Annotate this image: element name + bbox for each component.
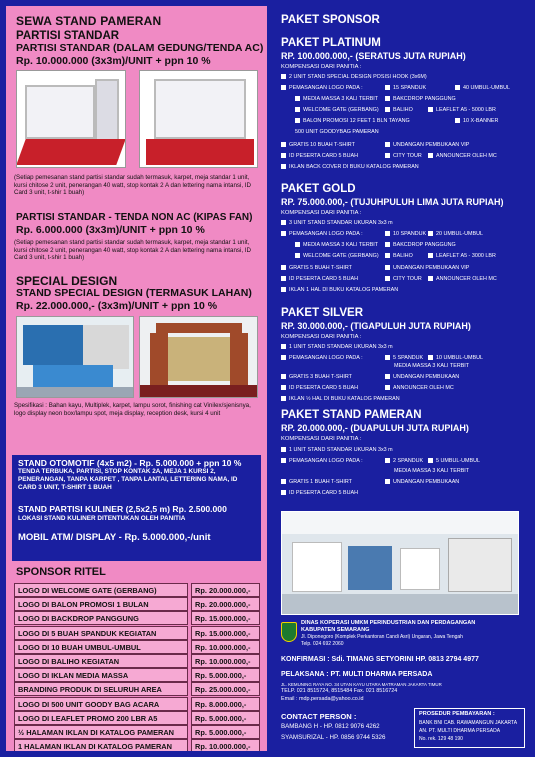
package-item <box>385 153 422 160</box>
checkbox-square-icon <box>281 490 286 495</box>
package-item-label: ANNOUNCER OLEH MC <box>436 276 497 282</box>
package-item <box>455 118 498 125</box>
silver-price: RP. 30.000.000,- (TIGAPULUH JUTA RUPIAH) <box>281 321 471 331</box>
ritel-item-price: Rp. 10.000.000,- <box>191 654 260 668</box>
package-item-label: 2 SPANDUK <box>393 458 424 464</box>
ritel-row <box>14 697 260 712</box>
checkbox-square-icon <box>281 220 286 225</box>
special-note: Spesifikasi : Bahan kayu, Multiplek, karpet, lampu sorot, finishing cat Vinilex/sjenisnya, logo display neon box/lampu spot, meja display, reception desk, kursi 4 unit <box>14 402 251 417</box>
nonac-note: (Setiap pemesanan stand partisi standar sudah termasuk, karpet, meja standar 1 unit, kursi chitose 2 unit, penerangan 40 watt, stop kontak 2 A dan lettering nama intansi, ID Card 3 unit, t-shir 1 buah) <box>14 239 251 261</box>
checkbox-square-icon <box>385 276 390 281</box>
special-photo-1 <box>16 316 134 398</box>
kuliner-line2: LOKASI STAND KULINER DITENTUKAN OLEH PANITIA <box>18 515 186 522</box>
package-item <box>281 396 400 403</box>
package-item-label: ANNOUNCER OLEH MC <box>436 153 497 159</box>
package-item-label: 40 UMBUL-UMBUL <box>463 85 511 91</box>
partisi-price: Rp. 10.000.000 (3x3m)/UNIT + ppn 10 % <box>16 55 211 67</box>
package-item-label: CITY TOUR <box>393 153 422 159</box>
checkbox-square-icon <box>281 142 286 147</box>
package-item-label: 20 UMBUL-UMBUL <box>436 231 484 237</box>
package-item-label: LEAFLET A5 - 5000 LBR <box>436 107 496 113</box>
ritel-item-price: Rp. 10.000.000,- <box>191 640 260 654</box>
ritel-item-name: LOGO DI WELCOME GATE (GERBANG) <box>14 583 188 597</box>
package-item-label: IKLAN BACK COVER DI BUKU KATALOG PAMERAN <box>289 164 419 170</box>
package-item <box>295 107 379 114</box>
package-item <box>385 96 456 103</box>
package-item <box>455 85 510 92</box>
dinas-line2: KABUPATEN SEMARANG <box>301 627 370 633</box>
special-price: Rp. 22.000.000,- (3x3m)/UNIT + ppn 10 % <box>16 300 218 312</box>
checkbox-square-icon <box>385 142 390 147</box>
silver-kompensasi: KOMPENSASI DARI PANITIA : <box>281 334 362 340</box>
checkbox-square-icon <box>281 164 286 169</box>
package-item-label: IKLAN ½ HAL DI BUKU KATALOG PAMERAN <box>289 396 400 402</box>
checkbox-square-icon <box>281 265 286 270</box>
checkbox-square-icon <box>295 242 300 247</box>
checkbox-square-icon <box>281 85 286 90</box>
checkbox-square-icon <box>281 374 286 379</box>
package-item <box>428 253 496 260</box>
package-item-label: 500 UNIT GOODYBAG PAMERAN <box>295 129 379 135</box>
package-item-label: MEDIA MASSA 3 KALI TERBIT <box>394 468 470 474</box>
nonac-title: PARTISI STANDAR - TENDA NON AC (KIPAS FAN) <box>16 212 253 223</box>
checkbox-square-icon <box>281 458 286 463</box>
package-item <box>281 265 352 272</box>
special-subtitle: STAND SPECIAL DESIGN (TERMASUK LAHAN) <box>16 287 252 299</box>
ritel-row <box>14 583 260 598</box>
checkbox-square-icon <box>428 276 433 281</box>
checkbox-square-icon <box>455 118 460 123</box>
package-item-label: MEDIA MASSA 3 KALI TERBIT <box>303 242 379 248</box>
package-item-label: PEMASANGAN LOGO PADA : <box>289 85 363 91</box>
checkbox-square-icon <box>385 242 390 247</box>
ritel-item-name: LOGO DI BALIHO KEGIATAN <box>14 654 188 668</box>
package-item <box>295 242 378 249</box>
package-item <box>385 479 459 486</box>
ritel-item-price: Rp. 15.000.000,- <box>191 626 260 640</box>
package-item <box>385 253 413 260</box>
checkbox-square-icon <box>428 231 433 236</box>
package-item <box>385 385 454 392</box>
package-item <box>281 153 358 160</box>
package-item <box>281 142 355 149</box>
checkbox-square-icon <box>385 479 390 484</box>
ritel-item-name: LOGO DI 5 BUAH SPANDUK KEGIATAN <box>14 626 188 640</box>
ritel-item-price: Rp. 5.000.000,- <box>191 668 260 682</box>
right-panel <box>273 6 529 751</box>
package-item-label: ID PESERTA CARD 5 BUAH <box>289 385 358 391</box>
section-title-sewa: SEWA STAND PAMERAN <box>16 14 162 28</box>
package-item-label: ID PESERTA CARD 5 BUAH <box>289 276 358 282</box>
package-item-label: ANNOUNCER OLEH MC <box>393 385 454 391</box>
contact-2: SYAMSURIZAL - HP. 0856 9744 5326 <box>281 734 386 741</box>
checkbox-square-icon <box>281 231 286 236</box>
otomotif-line2: TENDA TERBUKA, PARTISI, STOP KONTAK 2A, MEJA 1 KURSI 2, PENERANGAN, TANPA KARPET , TANPA LANTAI, LETTERING NAMA, ID CARD 3 UNIT, T-SHIRT 1 BUAH <box>18 468 238 491</box>
ritel-row <box>14 640 260 655</box>
package-item-label: 15 SPANDUK <box>393 85 427 91</box>
nonac-price: Rp. 6.000.000 (3x3m)/UNIT + ppn 10 % <box>16 224 205 236</box>
dinas-line1: DINAS KOPERASI UMKM PERINDUSTRIAN DAN PERDAGANGAN <box>301 620 476 626</box>
package-item <box>281 490 358 497</box>
pelaksana-email: Email : mdp.persada@yahoo.co.id <box>281 696 364 702</box>
ritel-item-price: Rp. 5.000.000,- <box>191 711 260 725</box>
stand-price: RP. 20.000.000,- (DUAPULUH JUTA RUPIAH) <box>281 423 469 433</box>
package-item <box>281 447 393 454</box>
package-item <box>281 164 419 171</box>
package-item-label: CITY TOUR <box>393 276 422 282</box>
ritel-row <box>14 611 260 626</box>
kabupaten-logo <box>281 622 297 642</box>
checkbox-square-icon <box>385 265 390 270</box>
checkbox-square-icon <box>385 231 390 236</box>
package-item <box>385 276 422 283</box>
package-item-label: 10 SPANDUK <box>393 231 427 237</box>
package-item-label: 3 UNIT STAND STANDAR UKURAN 3x3 m <box>289 220 393 226</box>
checkbox-square-icon <box>428 458 433 463</box>
contact-1: BAMBANG H - HP. 0812 9076 4262 <box>281 723 380 730</box>
ritel-row <box>14 739 260 751</box>
package-item <box>428 355 483 362</box>
package-item-label: GRATIS 5 BUAH T-SHIRT <box>289 265 352 271</box>
checkbox-square-icon <box>385 458 390 463</box>
checkbox-square-icon <box>385 355 390 360</box>
prosedur-box <box>414 708 525 748</box>
ritel-item-name: LOGO DI 500 UNIT GOODY BAG ACARA <box>14 697 188 711</box>
package-item <box>281 287 398 294</box>
dinas-line4: Telp. 024 692 2060 <box>301 641 344 647</box>
package-item-label: 5 SPANDUK <box>393 355 424 361</box>
ritel-item-name: LOGO DI 10 BUAH UMBUL-UMBUL <box>14 640 188 654</box>
checkbox-square-icon <box>281 287 286 292</box>
package-item-label: UNDANGAN PEMBUKAAN <box>393 374 460 380</box>
kuliner-line1: STAND PARTISI KULINER (2,5x2,5 m) Rp. 2.500.000 <box>18 504 227 514</box>
ritel-item-name: BRANDING PRODUK DI SELURUH AREA <box>14 682 188 696</box>
checkbox-square-icon <box>281 355 286 360</box>
platinum-price: RP. 100.000.000,- (SERATUS JUTA RUPIAH) <box>281 51 466 61</box>
ritel-item-price: Rp. 8.000.000,- <box>191 697 260 711</box>
checkbox-square-icon <box>281 479 286 484</box>
checkbox-square-icon <box>295 96 300 101</box>
platinum-kompensasi: KOMPENSASI DARI PANITIA : <box>281 64 362 70</box>
checkbox-square-icon <box>295 107 300 112</box>
checkbox-square-icon <box>385 385 390 390</box>
package-item <box>281 479 352 486</box>
package-item-label: GRATIS 3 BUAH T-SHIRT <box>289 374 352 380</box>
ritel-item-price: Rp. 5.000.000,- <box>191 725 260 739</box>
package-item-label: MEDIA MASSA 3 KALI TERBIT <box>303 96 379 102</box>
package-item-label: 10 UMBUL-UMBUL <box>436 355 484 361</box>
package-item-label: GRATIS 1 BUAH T-SHIRT <box>289 479 352 485</box>
checkbox-square-icon <box>428 253 433 258</box>
package-item <box>281 220 393 227</box>
checkbox-square-icon <box>385 374 390 379</box>
package-item <box>281 276 358 283</box>
checkbox-square-icon <box>281 385 286 390</box>
package-item <box>428 107 496 114</box>
package-item <box>428 153 497 160</box>
silver-title: PAKET SILVER <box>281 307 363 319</box>
package-item <box>385 374 459 381</box>
gold-title: PAKET GOLD <box>281 183 356 195</box>
package-item <box>281 231 363 238</box>
ritel-row <box>14 654 260 669</box>
checkbox-square-icon <box>281 396 286 401</box>
prosedur-2: AN. PT. MULTI DHARMA PERSADA <box>419 728 501 734</box>
section-title-sponsor: PAKET SPONSOR <box>281 14 380 26</box>
package-item-label: UNDANGAN PEMBUKAAN <box>393 479 460 485</box>
package-item-label: BAKCDROP PANGGUNG <box>393 96 456 102</box>
ritel-item-name: LOGO DI IKLAN MEDIA MASSA <box>14 668 188 682</box>
package-item <box>295 253 379 260</box>
mobil-line: MOBIL ATM/ DISPLAY - Rp. 5.000.000,-/unit <box>18 532 211 543</box>
ritel-item-price: Rp. 10.000.000,- <box>191 739 260 751</box>
package-item-label: ID PESERTA CARD 5 BUAH <box>289 153 358 159</box>
ritel-item-name: LOGO DI BACKDROP PANGGUNG <box>14 611 188 625</box>
checkbox-square-icon <box>385 96 390 101</box>
package-item <box>385 355 423 362</box>
package-item-label: PEMASANGAN LOGO PADA : <box>289 355 363 361</box>
ritel-item-price: Rp. 20.000.000,- <box>191 583 260 597</box>
checkbox-square-icon <box>428 153 433 158</box>
checkbox-square-icon <box>385 85 390 90</box>
package-item <box>295 118 410 125</box>
pelaksana-addr: JL. KEMUNING RAYA NO. 34 UTAN KAYU UTARA MATRAMAN JAKARTA TIMUR <box>281 682 442 687</box>
ritel-item-price: Rp. 20.000.000,- <box>191 597 260 611</box>
ritel-item-name: LOGO DI BALON PROMOSI 1 BULAN <box>14 597 188 611</box>
checkbox-square-icon <box>295 118 300 123</box>
partisi-note: (Setiap pemesanan stand partisi standar sudah termasuk, karpet, meja standar 1 unit, kursi chitose 2 unit, penerangan 40 watt, stop kontak 2 A dan lettering nama intansi, ID Card 3 unit, t-shir 1 buah) <box>14 174 251 196</box>
checkbox-square-icon <box>385 107 390 112</box>
pelaksana-telp: TELP. 021 8515724, 8515484 Fax. 021 8516724 <box>281 688 398 694</box>
package-item <box>428 458 480 465</box>
package-item-label: PEMASANGAN LOGO PADA : <box>289 458 363 464</box>
checkbox-square-icon <box>281 447 286 452</box>
package-item-label: 5 UMBUL-UMBUL <box>436 458 481 464</box>
left-panel <box>6 6 267 751</box>
package-item <box>281 85 363 92</box>
package-item-label: MEDIA MASSA 3 KALI TERBIT <box>394 363 470 369</box>
package-item <box>281 458 363 465</box>
pelaksana: PELAKSANA : PT. MULTI DHARMA PERSADA <box>281 671 433 678</box>
package-item <box>385 85 426 92</box>
dinas-line3: Jl. Diponegoro (Komplek Perkantoran Candi Asri) Ungaran, Jawa Tengah <box>301 634 463 640</box>
prosedur-1: BANK BNI CAB. RAWAMANGUN JAKARTA <box>419 720 518 726</box>
exhibition-photo <box>281 511 519 615</box>
checkbox-square-icon <box>281 74 286 79</box>
ritel-row <box>14 626 260 641</box>
package-item <box>385 265 469 272</box>
checkbox-square-icon <box>385 253 390 258</box>
ritel-row <box>14 597 260 612</box>
gold-price: RP. 75.000.000,- (TUJUHPULUH LIMA JUTA RUPIAH) <box>281 197 504 207</box>
package-item <box>385 107 413 114</box>
package-item <box>385 231 426 238</box>
package-item-label: GRATIS 10 BUAH T-SHIRT <box>289 142 355 148</box>
package-item <box>295 129 379 136</box>
checkbox-square-icon <box>455 85 460 90</box>
package-item-label: BALON PROMOSI 12 FEET 1 BLN TAYANG <box>303 118 410 124</box>
ritel-row <box>14 725 260 740</box>
package-item-label: BALIHO <box>393 253 413 259</box>
partisi-subtitle: PARTISI STANDAR (DALAM GEDUNG/TENDA AC) <box>16 42 264 54</box>
checkbox-square-icon <box>281 153 286 158</box>
package-item-label: 2 UNIT STAND SPECIAL DESIGN POSISI HOOK (3x6M) <box>289 74 427 80</box>
package-item-label: 10 X-BANNER <box>463 118 499 124</box>
package-item-label: 1 UNIT STAND STANDAR UKURAN 3x3 m <box>289 447 393 453</box>
package-item <box>281 385 358 392</box>
checkbox-square-icon <box>428 107 433 112</box>
ritel-title: SPONSOR RITEL <box>16 566 106 578</box>
package-item <box>281 374 352 381</box>
checkbox-square-icon <box>428 355 433 360</box>
package-item <box>295 96 378 103</box>
platinum-title: PAKET PLATINUM <box>281 37 381 49</box>
package-item-label: UNDANGAN PEMBUKAAN VIP <box>393 265 470 271</box>
package-item-label: BAKCDROP PANGGUNG <box>393 242 456 248</box>
ritel-item-price: Rp. 25.000.000,- <box>191 682 260 696</box>
package-item <box>394 468 469 475</box>
checkbox-square-icon <box>385 153 390 158</box>
package-item <box>385 242 456 249</box>
ritel-row <box>14 711 260 726</box>
package-item <box>428 276 497 283</box>
package-item-label: ID PESERTA CARD 5 BUAH <box>289 490 358 496</box>
checkbox-square-icon <box>281 276 286 281</box>
ritel-item-name: LOGO DI LEAFLET PROMO 200 LBR A5 <box>14 711 188 725</box>
partisi-title: PARTISI STANDAR <box>16 30 120 42</box>
package-item-label: IKLAN 1 HAL DI BUKU KATALOG PAMERAN <box>289 287 399 293</box>
package-item-label: LEAFLET A5 - 3000 LBR <box>436 253 496 259</box>
ritel-item-name: ½ HALAMAN IKLAN DI KATALOG PAMERAN <box>14 725 188 739</box>
ritel-row <box>14 668 260 683</box>
prosedur-3: No. rek. 129 48 190 <box>419 736 463 742</box>
checkbox-square-icon <box>281 344 286 349</box>
booth-photo-1 <box>16 70 126 168</box>
otomotif-line1: STAND OTOMOTIF (4x5 m2) - Rp. 5.000.000 + ppn 10 % <box>18 458 242 468</box>
ritel-item-name: 1 HALAMAN IKLAN DI KATALOG PAMERAN <box>14 739 188 751</box>
prosedur-title: PROSEDUR PEMBAYARAN : <box>419 711 495 717</box>
checkbox-square-icon <box>295 253 300 258</box>
special-title: SPECIAL DESIGN <box>16 274 118 288</box>
gold-kompensasi: KOMPENSASI DARI PANITIA : <box>281 210 362 216</box>
booth-photo-2 <box>139 70 258 168</box>
stand-kompensasi: KOMPENSASI DARI PANITIA : <box>281 436 362 442</box>
package-item <box>385 142 469 149</box>
ritel-item-price: Rp. 15.000.000,- <box>191 611 260 625</box>
package-item-label: WELCOME GATE (GERBANG) <box>303 107 379 113</box>
package-item-label: WELCOME GATE (GERBANG) <box>303 253 379 259</box>
package-item <box>281 74 427 81</box>
ritel-row <box>14 682 260 697</box>
package-item <box>281 355 363 362</box>
package-item-label: PEMASANGAN LOGO PADA : <box>289 231 363 237</box>
package-item-label: 1 UNIT STAND STANDAR UKURAN 3x3 m <box>289 344 393 350</box>
package-item <box>428 231 483 238</box>
package-item <box>394 363 469 370</box>
contact-title: CONTACT PERSON : <box>281 712 357 721</box>
stand-title: PAKET STAND PAMERAN <box>281 409 422 421</box>
package-item <box>281 344 393 351</box>
package-item-label: BALIHO <box>393 107 413 113</box>
package-item <box>385 458 423 465</box>
special-photo-2 <box>139 316 258 398</box>
package-item-label: UNDANGAN PEMBUKAAN VIP <box>393 142 470 148</box>
konfirmasi: KONFIRMASI : Sdi. TIMANG SETYORINI HP. 0813 2794 4977 <box>281 656 479 663</box>
otomotif-box <box>12 455 261 561</box>
